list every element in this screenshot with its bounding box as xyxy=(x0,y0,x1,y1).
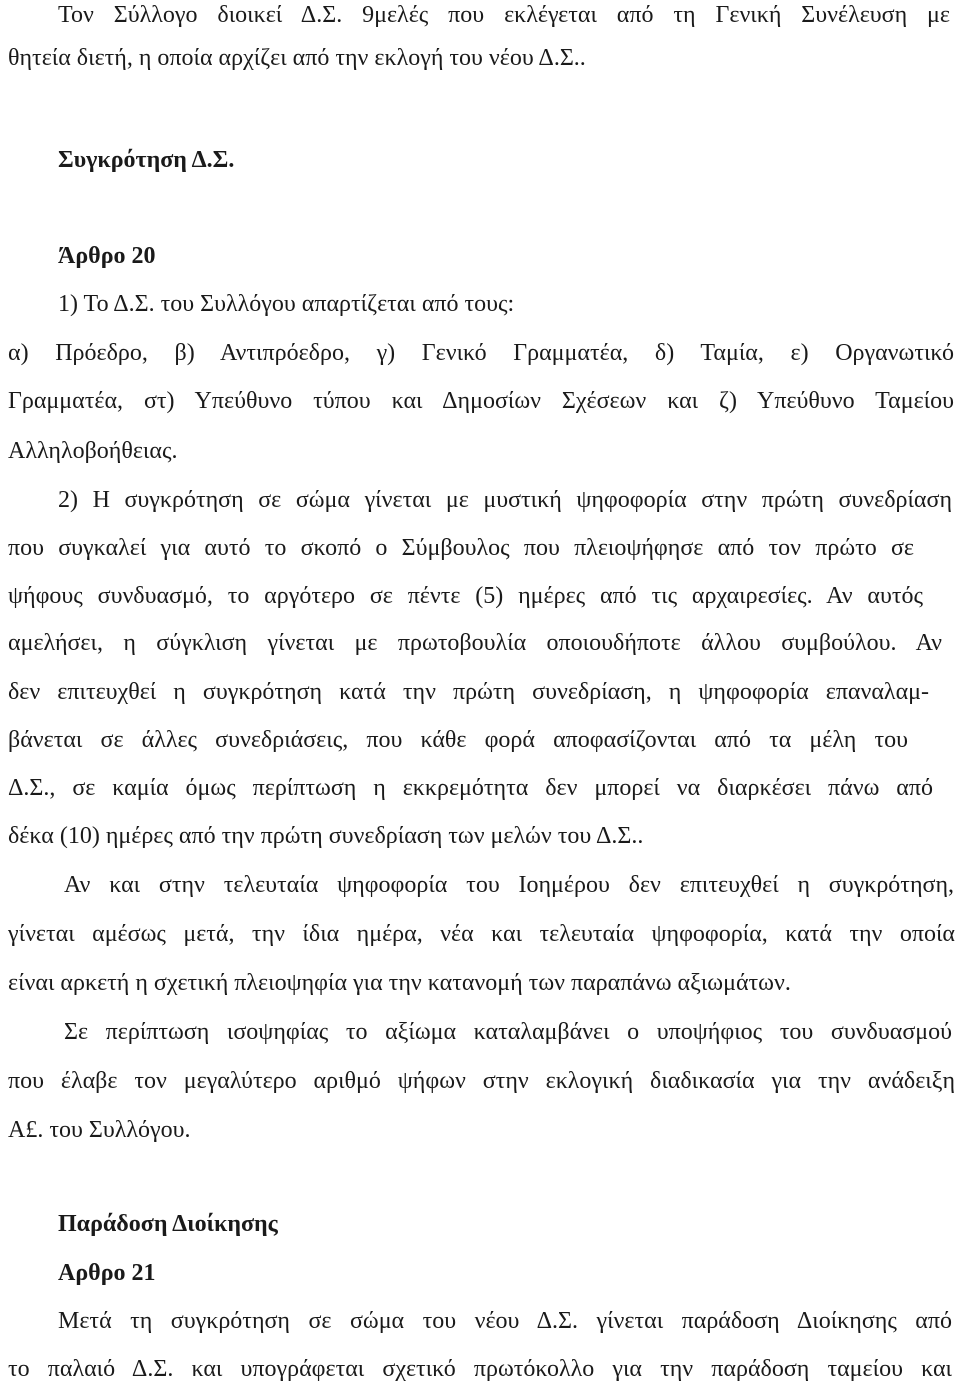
article-20-para3-line2: γίνεται αμέσως μετά, την ίδια ημέρα, νέα και τελευταία ψηφοφορία, κατά την οποία xyxy=(8,921,955,947)
article-21-para1-line2: το παλαιό Δ.Σ. και υπογράφεται σχετικό πρωτόκολλο για την παράδοση ταμείου και xyxy=(8,1356,952,1382)
article-20-para2-line4: αμελήσει, η σύγκλιση γίνεται με πρωτοβουλία οποιουδήποτε άλλου συμβούλου. Αν xyxy=(8,630,942,656)
article-20-para2-line7: Δ.Σ., σε καμία όμως περίπτωση η εκκρεμότητα δεν μπορεί να διαρκέσει πάνω από xyxy=(8,775,933,801)
article-20-para1-line1: 1) Το Δ.Σ. του Συλλόγου απαρτίζεται από τους: xyxy=(58,291,515,317)
section-heading-composition: Συγκρότηση Δ.Σ. xyxy=(58,147,235,173)
article-20-para4-line3: Α£. του Συλλόγου. xyxy=(8,1117,191,1143)
article-20-para2-line6: βάνεται σε άλλες συνεδριάσεις, που κάθε φορά αποφασίζονται από τα μέλη του xyxy=(8,727,908,753)
article-20-para3-line1: Αν και στην τελευταία ψηφοφορία του Ιοημέρου δεν επιτευχθεί η συγκρότηση, xyxy=(64,872,954,898)
article-20-para1-line2: α) Πρόεδρο, β) Αντιπρόεδρο, γ) Γενικό Γραμματέα, δ) Ταμία, ε) Οργανωτικό xyxy=(8,340,954,366)
article-20-para2-line1: 2) Η συγκρότηση σε σώμα γίνεται με μυστική ψηφοφορία στην πρώτη συνεδρίαση xyxy=(58,487,952,513)
article-20-para3-line3: είναι αρκετή η σχετική πλειοψηφία για την κατανομή των παραπάνω αξιωμάτων. xyxy=(8,970,791,996)
article-20-para4-line2: που έλαβε τον μεγαλύτερο αριθμό ψήφων στην εκλογική διαδικασία για την ανάδειξη xyxy=(8,1068,955,1094)
article-20-para1-line3: Γραμματέα, στ) Υπεύθυνο τύπου και Δημοσίων Σχέσεων και ζ) Υπεύθυνο Ταμείου xyxy=(8,388,954,414)
intro-line-2: θητεία διετή, η οποία αρχίζει από την εκλογή του νέου Δ.Σ.. xyxy=(8,45,586,71)
article-20-para2-line2: που συγκαλεί για αυτό το σκοπό ο Σύμβουλος που πλειοψήφησε από τον πρώτο σε xyxy=(8,535,914,561)
article-20-para2-line3: ψήφους συνδυασμό, το αργότερο σε πέντε (5) ημέρες από τις αρχαιρεσίες. Αν αυτός xyxy=(8,583,923,609)
article-20-para2-line5: δεν επιτευχθεί η συγκρότηση κατά την πρώτη συνεδρίαση, η ψηφοφορία επαναλαμ- xyxy=(8,679,929,705)
intro-line-1: Τον Σύλλογο διοικεί Δ.Σ. 9μελές που εκλέγεται από τη Γενική Συνέλευση με xyxy=(58,2,950,28)
article-20-para2-line8: δέκα (10) ημέρες από την πρώτη συνεδρίαση των μελών του Δ.Σ.. xyxy=(8,823,644,849)
article-20-para1-line4: Αλληλοβοήθειας. xyxy=(8,438,178,464)
article-21-title: Αρθρο 21 xyxy=(58,1260,156,1286)
article-21-para1-line1: Μετά τη συγκρότηση σε σώμα του νέου Δ.Σ. γίνεται παράδοση Διοίκησης από xyxy=(58,1308,952,1334)
section-heading-handover: Παράδοση Διοίκησης xyxy=(58,1211,278,1237)
article-20-para4-line1: Σε περίπτωση ισοψηφίας το αξίωμα καταλαμβάνει ο υποψήφιος του συνδυασμού xyxy=(64,1019,952,1045)
article-20-title: Άρθρο 20 xyxy=(58,243,156,269)
